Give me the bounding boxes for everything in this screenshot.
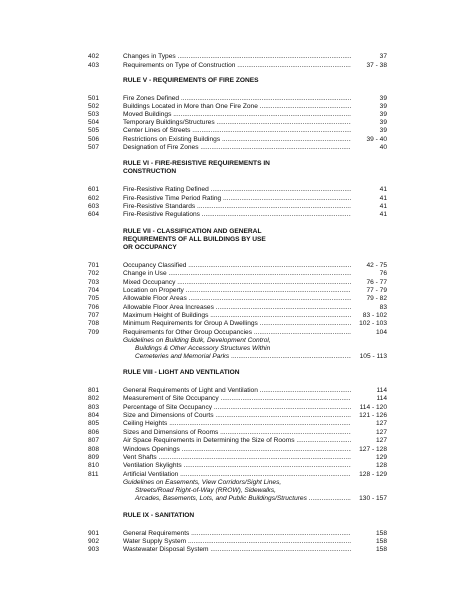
section-number: 801 <box>88 387 100 394</box>
section-number: 810 <box>88 462 100 469</box>
page-reference: 41 <box>379 186 387 193</box>
section-number: 804 <box>88 412 100 419</box>
section-title: Sizes and Dimensions of Rooms ..... <box>123 429 351 437</box>
guidelines-note <box>123 479 351 503</box>
page-reference: 114 <box>376 395 387 402</box>
page-reference: 39 <box>379 119 387 126</box>
section-number: 506 <box>88 136 100 143</box>
section-title: Size and Dimensions of Courts ..... <box>123 412 351 420</box>
section-number: 806 <box>88 429 100 436</box>
page-reference: 37 - 38 <box>366 62 387 69</box>
section-title: Fire-Resistive Rating Defined ..... <box>123 186 351 194</box>
section-number: 807 <box>88 437 100 444</box>
section-number: 604 <box>88 211 100 218</box>
section-title: Location on Property ..... <box>123 287 351 295</box>
page-reference: 77 - 79 <box>366 287 387 294</box>
section-title: Restrictions on Existing Buildings ..... <box>123 136 351 144</box>
rule-heading: OR OCCUPANCY <box>123 244 177 251</box>
section-title: Occupancy Classified ..... <box>123 262 351 270</box>
page-reference: 128 <box>375 462 387 469</box>
page-reference: 158 <box>375 530 387 537</box>
section-number: 803 <box>88 404 100 411</box>
page-reference: 121 - 126 <box>359 412 387 419</box>
page-reference: 158 <box>375 538 387 545</box>
note-line: Guidelines on Building Bulk, Development Control, <box>123 337 271 344</box>
section-number: 501 <box>88 95 100 102</box>
section-number: 505 <box>88 127 100 134</box>
section-title: Designation of Fire Zones ..... <box>123 144 351 152</box>
page-reference: 105 - 113 <box>359 353 387 360</box>
section-title: Ceiling Heights ..... <box>123 420 351 428</box>
page-reference: 76 <box>379 270 387 277</box>
guidelines-note <box>123 337 351 361</box>
page-reference: 128 - 129 <box>359 471 387 478</box>
note-line: Buildings & Other Accessory Structures Within <box>135 345 271 352</box>
section-number: 809 <box>88 454 100 461</box>
section-title: Artificial Ventilation ..... <box>123 471 351 479</box>
section-number: 402 <box>88 53 100 60</box>
rule-heading: RULE VIII - LIGHT AND VENTILATION <box>123 369 240 376</box>
section-title: Change in Use ..... <box>123 270 351 278</box>
page-reference: 39 <box>379 95 387 102</box>
rule-heading: REQUIREMENTS OF ALL BUILDINGS BY USE <box>123 236 266 243</box>
section-title: Moved Buildings ..... <box>123 111 351 119</box>
section-number: 705 <box>88 295 100 302</box>
note-line: Cemeteries and Memorial Parks ..... <box>123 353 351 361</box>
page-reference: 39 <box>379 111 387 118</box>
page-reference: 102 - 103 <box>359 320 387 327</box>
section-title: Requirements for Other Group Occupancies ..... <box>123 329 351 337</box>
section-number: 811 <box>88 471 99 478</box>
page-reference: 114 - 120 <box>359 404 387 411</box>
section-number: 701 <box>88 262 100 269</box>
section-title: Wastewater Disposal System ..... <box>123 546 351 554</box>
section-title: Allowable Floor Area Increases ..... <box>123 304 351 312</box>
page-reference: 130 - 157 <box>359 495 387 502</box>
section-number: 504 <box>88 119 100 126</box>
section-title: Maximum Height of Buildings ..... <box>123 312 351 320</box>
note-line: Arcades, Basements, Lots, and Public Buildings/Structures ..... <box>123 495 351 503</box>
page-reference: 83 <box>379 304 387 311</box>
section-title: Measurement of Site Occupancy ..... <box>123 395 351 403</box>
page-reference: 42 - 75 <box>366 262 387 269</box>
page-reference: 114 <box>376 387 387 394</box>
page-reference: 40 <box>379 144 387 151</box>
page-reference: 127 <box>375 429 387 436</box>
page-reference: 129 <box>375 454 387 461</box>
section-number: 403 <box>88 62 100 69</box>
page-reference: 39 <box>379 127 387 134</box>
page-reference: 37 <box>379 53 387 60</box>
rule-heading: CONSTRUCTION <box>123 168 177 175</box>
rule-heading: RULE IX - SANITATION <box>123 512 195 519</box>
section-number: 502 <box>88 103 100 110</box>
section-title: Air Space Requirements in Determining the Size of Rooms ..... <box>123 437 351 445</box>
section-title: Buildings Located in More than One Fire Zone ..... <box>123 103 351 111</box>
section-title: Percentage of Site Occupancy ..... <box>123 404 351 412</box>
page-reference: 39 - 40 <box>366 136 387 143</box>
section-number: 704 <box>88 287 100 294</box>
section-number: 709 <box>88 329 100 336</box>
section-number: 706 <box>88 304 100 311</box>
page-reference: 41 <box>379 211 387 218</box>
section-title: Mixed Occupancy ..... <box>123 279 351 287</box>
section-title: Fire Zones Defined ..... <box>123 95 351 103</box>
section-number: 507 <box>88 144 100 151</box>
section-number: 903 <box>88 546 100 553</box>
section-title: Requirements on Type of Construction ..... <box>123 62 351 70</box>
section-title: General Requirements of Light and Ventilation ..... <box>123 387 351 395</box>
rule-heading: RULE V - REQUIREMENTS OF FIRE ZONES <box>123 77 259 84</box>
section-number: 805 <box>88 420 100 427</box>
section-number: 702 <box>88 270 100 277</box>
section-title: Temporary Buildings/Structures ..... <box>123 119 351 127</box>
note-line: Streets/Road Right-of-Way (RROW), Sidewalks, <box>135 487 276 494</box>
section-title: Allowable Floor Areas ..... <box>123 295 351 303</box>
section-title: Minimum Requirements for Group A Dwellings ..... <box>123 320 351 328</box>
section-number: 708 <box>88 320 100 327</box>
section-number: 808 <box>88 446 100 453</box>
section-number: 603 <box>88 203 100 210</box>
section-title: Fire-Resistive Standards ..... <box>123 203 351 211</box>
page-reference: 76 - 77 <box>366 279 387 286</box>
section-title: Fire-Resistive Time Period Rating ..... <box>123 195 351 203</box>
page-reference: 79 - 82 <box>366 295 387 302</box>
page-reference: 41 <box>379 203 387 210</box>
section-title: General Requirements ..... <box>123 530 351 538</box>
section-number: 703 <box>88 279 100 286</box>
rule-heading: RULE VII - CLASSIFICATION AND GENERAL <box>123 228 262 235</box>
section-title: Vent Shafts ..... <box>123 454 351 462</box>
section-title: Water Supply System ..... <box>123 538 351 546</box>
page-reference: 39 <box>379 103 387 110</box>
rule-heading: RULE VI - FIRE-RESISTIVE REQUIREMENTS IN <box>123 160 270 167</box>
section-number: 602 <box>88 195 100 202</box>
section-title: Center Lines of Streets ..... <box>123 127 351 135</box>
section-number: 901 <box>88 530 100 537</box>
page-reference: 104 <box>375 329 387 336</box>
section-title: Fire-Resistive Regulations ..... <box>123 211 351 219</box>
section-title: Windows Openings ..... <box>123 446 351 454</box>
page-reference: 83 - 102 <box>362 312 387 319</box>
section-number: 601 <box>88 186 100 193</box>
page-reference: 41 <box>379 195 387 202</box>
page-reference: 127 <box>375 437 387 444</box>
section-number: 802 <box>88 395 100 402</box>
section-title: Changes in Types ..... <box>123 53 351 61</box>
page-reference: 127 - 128 <box>359 446 387 453</box>
page-reference: 158 <box>375 546 387 553</box>
section-number: 902 <box>88 538 100 545</box>
section-title: Ventilation Skylights ..... <box>123 462 351 470</box>
note-line: Guidelines on Easements, View Corridors/Sight Lines, <box>123 479 282 486</box>
section-number: 707 <box>88 312 100 319</box>
page-reference: 127 <box>375 420 387 427</box>
section-number: 503 <box>88 111 100 118</box>
